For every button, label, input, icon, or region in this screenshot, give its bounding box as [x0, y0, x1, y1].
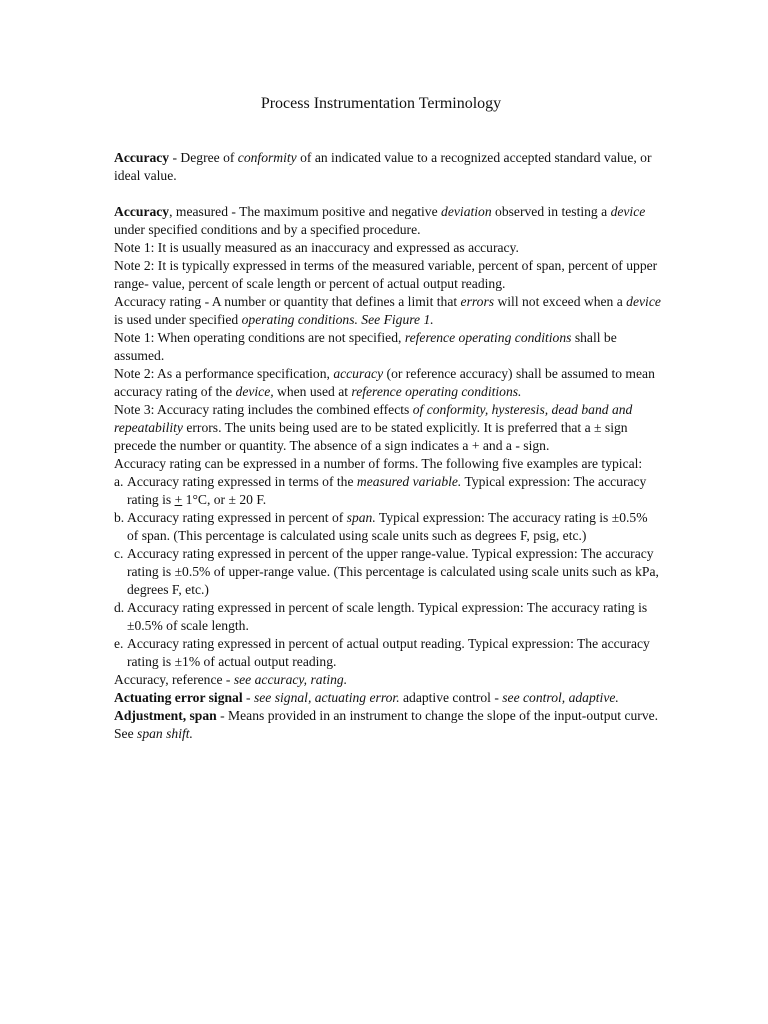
plus-minus-sign: + [174, 492, 183, 507]
note-1: Note 1: It is usually measured as an inaccuracy and expressed as accuracy. [114, 240, 519, 255]
actuating-error-signal-entry: Actuating error signal - see signal, actuating error. adaptive control - see control, adaptive. [114, 690, 619, 705]
page-title: Process Instrumentation Terminology [260, 95, 502, 112]
list-marker: b. [114, 510, 125, 525]
list-marker: d. [114, 600, 125, 615]
list-item-c: c. Accuracy rating expressed in percent of the upper range-value. Typical expression: The accuracy rating is ±0.5% of upper-range value. (This percentage is calculated using scale units such as kPa, degrees F, etc.) [114, 546, 659, 597]
accuracy-rating-definition: Accuracy rating - A number or quantity that defines a limit that errors will not exceed when a device is used under specified operating conditions. See Figure 1. [114, 294, 661, 327]
rating-note-2: Note 2: As a performance specification, accuracy (or reference accuracy) shall be assumed to mean accuracy rating of the device, when used at reference operating conditions. [114, 366, 655, 399]
list-marker: c. [114, 546, 124, 561]
list-item-e: e. Accuracy rating expressed in percent of actual output reading. Typical expression: The accuracy rating is ±1% of actual output reading. [114, 636, 650, 669]
accuracy-definition: Accuracy - Degree of conformity of an indicated value to a recognized accepted standard value, or ideal value. [114, 150, 652, 183]
term-actuating-error-signal: Actuating error signal [114, 690, 243, 705]
accuracy-measured-definition: Accuracy, measured - The maximum positive and negative deviation observed in testing a device under specified conditions and by a specified procedure. [114, 204, 646, 237]
accuracy-reference-entry: Accuracy, reference - see accuracy, rating. [114, 672, 348, 687]
term-accuracy: Accuracy [114, 150, 170, 165]
note-2: Note 2: It is typically expressed in terms of the measured variable, percent of span, percent of upper range- value, percent of scale length or percent of actual output reading. [114, 258, 658, 291]
rating-forms-intro: Accuracy rating can be expressed in a number of forms. The following five examples are typical: [114, 456, 643, 471]
paragraph-gap [114, 185, 662, 203]
term-adjustment-span: Adjustment, span [114, 708, 217, 723]
adjustment-span-entry: Adjustment, span - Means provided in an instrument to change the slope of the input-output curve. See span shift. [114, 708, 659, 741]
list-marker: e. [114, 636, 124, 651]
rating-note-3: Note 3: Accuracy rating includes the combined effects of conformity, hysteresis, dead band and repeatability errors. The units being used are to be stated explicitly. It is preferred that a ± sign precede the number or quantity. The absence of a sign indicates a + and a - sign. [114, 402, 633, 453]
rating-note-1: Note 1: When operating conditions are not specified, reference operating conditions shall be assumed. [114, 330, 617, 363]
list-item-d: d. Accuracy rating expressed in percent of scale length. Typical expression: The accuracy rating is ±0.5% of scale length. [114, 600, 648, 633]
list-item-b: b. Accuracy rating expressed in percent of span. Typical expression: The accuracy rating is ±0.5% of span. (This percentage is calculated using scale units such as degrees F, psig, etc.) [114, 510, 648, 543]
list-marker: a. [114, 474, 124, 489]
term-accuracy-measured: Accuracy [114, 204, 170, 219]
document-body [114, 149, 662, 743]
list-item-a: a. Accuracy rating expressed in terms of the measured variable. Typical expression: The accuracy rating is + 1°C, or ± 20 F. [114, 474, 647, 507]
